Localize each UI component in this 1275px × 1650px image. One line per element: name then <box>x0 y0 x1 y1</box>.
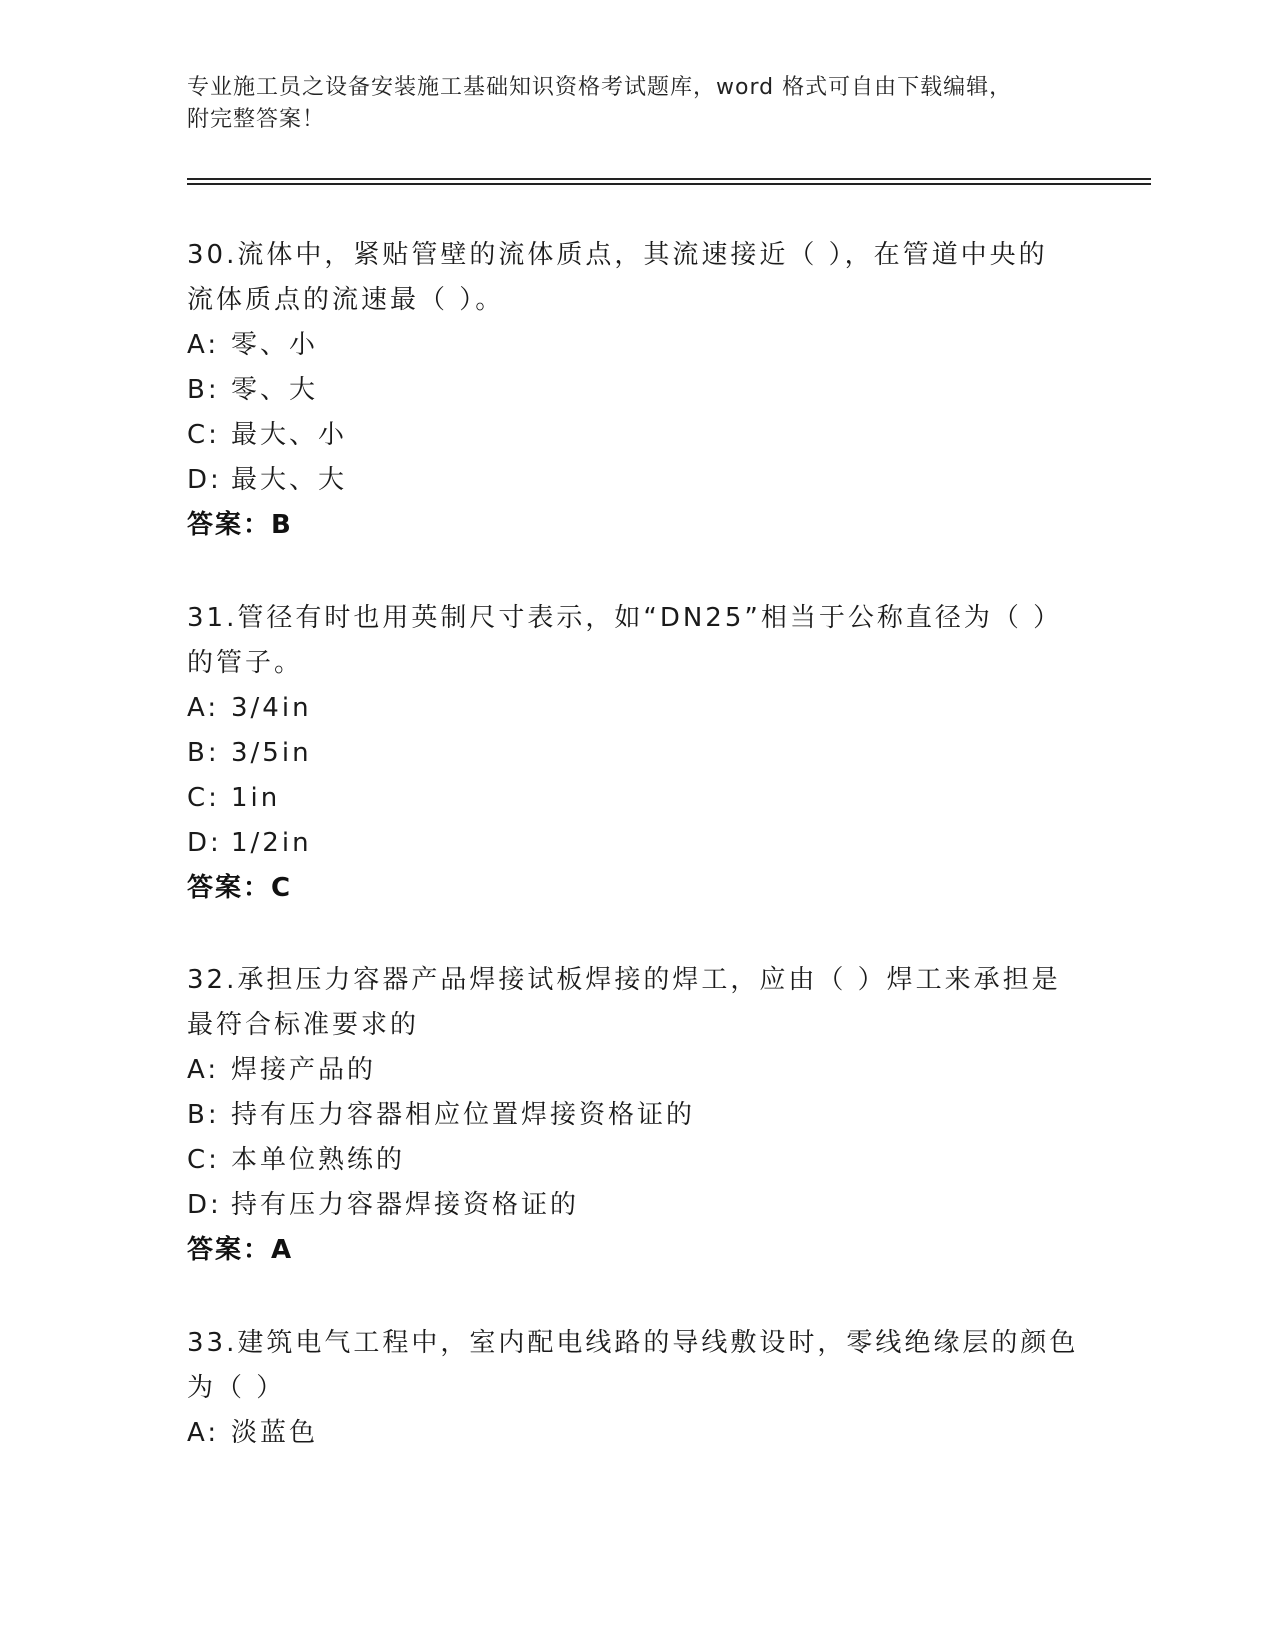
option-text: 本单位熟练的 <box>231 1145 406 1175</box>
header-line-1: 专业施工员之设备安装施工基础知识资格考试题库，word 格式可自由下载编辑， <box>187 75 1013 100</box>
question-stem-line: 最符合标准要求的 <box>187 1010 420 1040</box>
option-text: 1in <box>231 783 281 813</box>
header-divider-bottom <box>187 183 1151 185</box>
question-stem-line: 33.建筑电气工程中，室内配电线路的导线敷设时，零线绝缘层的颜色 <box>187 1328 1079 1358</box>
question-stem <box>187 1321 1087 1411</box>
question-32 <box>187 958 1087 1273</box>
option-c <box>187 1138 1087 1183</box>
option-text: 焊接产品的 <box>231 1055 377 1085</box>
option-b <box>187 731 1087 776</box>
option-letter: A: <box>187 1055 220 1085</box>
question-stem-line: 30.流体中，紧贴管壁的流体质点，其流速接近（ ），在管道中央的 <box>187 240 1048 270</box>
option-a <box>187 1048 1087 1093</box>
option-text: 淡蓝色 <box>231 1418 319 1448</box>
option-letter: B: <box>187 738 220 768</box>
option-letter: C: <box>187 783 220 813</box>
option-d <box>187 821 1087 866</box>
option-letter: A: <box>187 330 220 360</box>
option-letter: A: <box>187 693 220 723</box>
question-stem-line: 32.承担压力容器产品焊接试板焊接的焊工，应由（ ）焊工来承担是 <box>187 965 1061 995</box>
option-a <box>187 323 1087 368</box>
question-stem-line: 流体质点的流速最（ ）。 <box>187 285 505 315</box>
option-a <box>187 686 1087 731</box>
option-text: 持有压力容器相应位置焊接资格证的 <box>231 1100 696 1130</box>
option-letter: A: <box>187 1418 220 1448</box>
option-letter: D: <box>187 465 222 495</box>
question-30 <box>187 233 1087 548</box>
option-letter: C: <box>187 420 220 450</box>
option-text: 零、小 <box>231 330 319 360</box>
question-stem-line: 为（ ） <box>187 1373 286 1403</box>
option-text: 1/2in <box>231 828 312 858</box>
option-text: 3/4in <box>231 693 312 723</box>
question-stem-line: 31.管径有时也用英制尺寸表示，如“DN25”相当于公称直径为（ ） <box>187 603 1063 633</box>
document-header <box>187 72 1087 136</box>
answer-line: 答案：C <box>187 873 293 903</box>
question-stem <box>187 233 1087 323</box>
question-stem <box>187 958 1087 1048</box>
option-letter: B: <box>187 375 220 405</box>
option-a <box>187 1411 1087 1456</box>
option-d <box>187 458 1087 503</box>
option-text: 3/5in <box>231 738 312 768</box>
question-33 <box>187 1321 1087 1456</box>
question-stem-line: 的管子。 <box>187 648 304 678</box>
question-31 <box>187 596 1087 911</box>
option-text: 最大、小 <box>231 420 348 450</box>
answer-line: 答案：B <box>187 510 293 540</box>
header-line-2: 附完整答案！ <box>187 107 326 132</box>
option-text: 零、大 <box>231 375 319 405</box>
option-letter: D: <box>187 828 222 858</box>
option-c <box>187 413 1087 458</box>
question-stem <box>187 596 1087 686</box>
option-letter: B: <box>187 1100 220 1130</box>
option-text: 最大、大 <box>231 465 348 495</box>
option-text: 持有压力容器焊接资格证的 <box>231 1190 580 1220</box>
option-letter: C: <box>187 1145 220 1175</box>
option-d <box>187 1183 1087 1228</box>
option-b <box>187 368 1087 413</box>
header-divider-top <box>187 178 1151 180</box>
option-b <box>187 1093 1087 1138</box>
answer-line: 答案：A <box>187 1235 294 1265</box>
option-letter: D: <box>187 1190 222 1220</box>
option-c <box>187 776 1087 821</box>
